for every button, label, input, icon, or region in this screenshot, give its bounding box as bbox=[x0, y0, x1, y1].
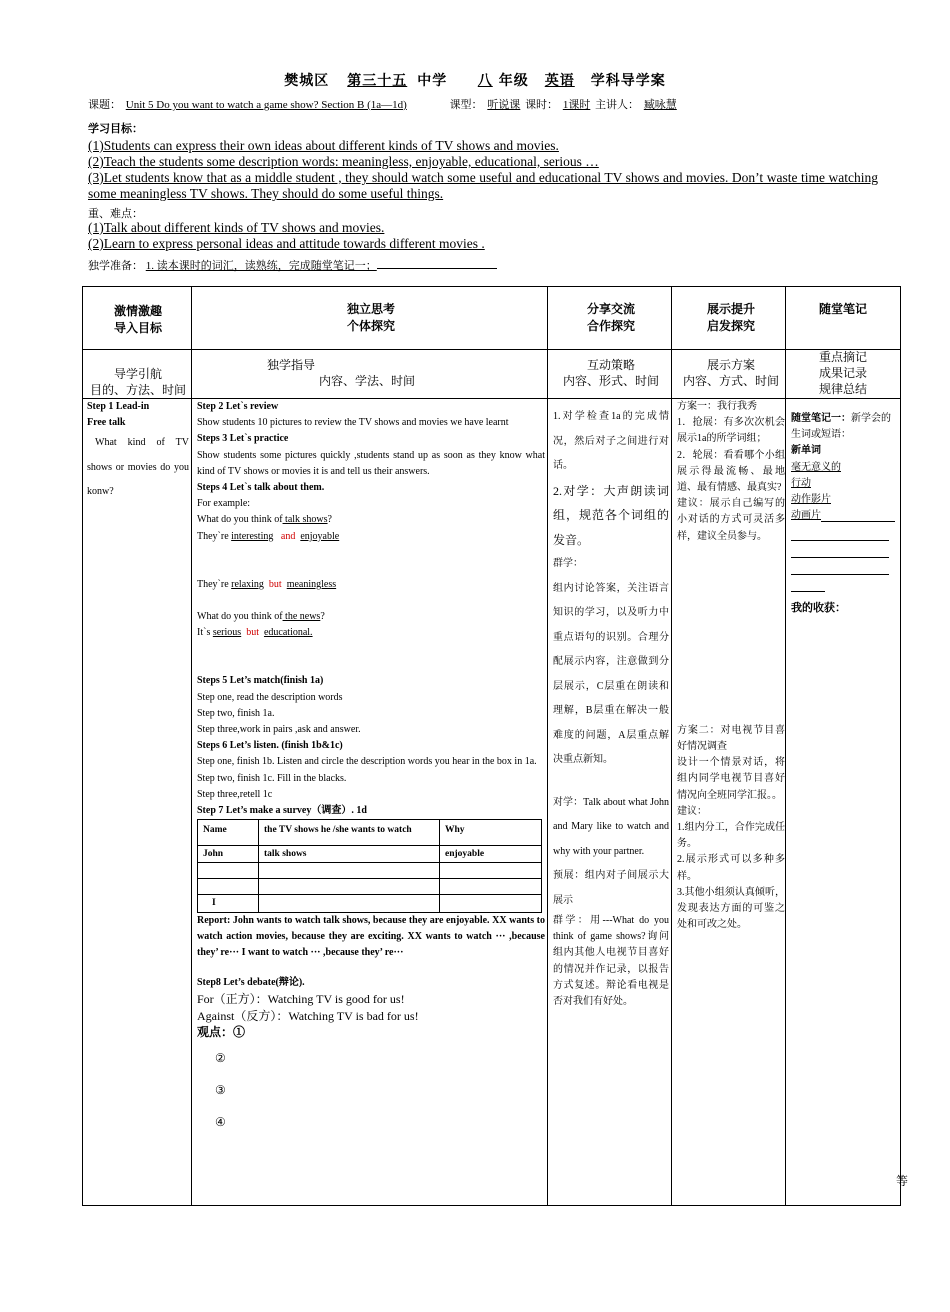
col5-content: 随堂笔记一：新学会的生词或短语： 新单词 毫无意义的 行动 动作影片 动画片 我的收获： bbox=[791, 411, 895, 617]
page-title bbox=[0, 70, 950, 90]
subheader-col4: 展示方案 内容、方式、时间 bbox=[682, 358, 779, 388]
prep-line bbox=[88, 257, 497, 273]
subheader-col3: 互动策略 内容、形式、时间 bbox=[562, 358, 659, 388]
objectives-heading: 学习目标： bbox=[88, 123, 143, 135]
prep-text: 1. 读本课时的词汇，读熟练，完成随堂笔记一； bbox=[145, 260, 377, 272]
key-points-heading: 重、难点： bbox=[88, 208, 143, 220]
type-value: 听说课 bbox=[487, 99, 521, 111]
lesson-table bbox=[82, 286, 901, 1206]
header-col5: 随堂笔记 bbox=[818, 302, 867, 316]
title-grade: 八 bbox=[477, 74, 493, 89]
objective-item: (3)Let students know that as a middle student , they should watch some useful and educational TV shows and movies. Don’t waste time watching some meaningless TV shows. They should do some useful things. bbox=[88, 170, 878, 201]
col1-content: Step 1 Lead-in Free talk What kind of TV shows or movies do you konw? bbox=[87, 401, 189, 498]
speaker-value: 臧咏慧 bbox=[643, 99, 677, 111]
speaker-label: 主讲人： bbox=[595, 99, 640, 111]
title-school: 第三十五 bbox=[347, 74, 408, 89]
objective-item: (1)Students can express their own ideas about different kinds of TV shows and movies. bbox=[88, 138, 559, 153]
title-school-suffix: 中学 bbox=[417, 74, 448, 89]
hours-label: 课时： bbox=[525, 99, 559, 111]
subheader-col2: 独学指导 内容、学法、时间 bbox=[267, 358, 416, 388]
subheader-col1: 导学引航 目的、方法、时间 bbox=[89, 367, 186, 397]
col3-content: 1.对学检查1a的完成情况，然后对子之间进行对话。 2.对学：大声朗读词组，规范各个词组的发音。 群学： 组内讨论答案，关注语言知识的学习，以及听力中重点语句的识别。合理分配展示内容，注意做到分层展示，C层重在朗读和理解，B层重在解决一般难度的问题，A层重点解决重点新知。 对学：Talk about what John and Mary like to watch and why with your partner. 预展：组内对子间展示大展示 群学：用---What do you think of game shows?询问组内其他人电视节目喜好的情况并作记录，以报告方式复述。辩论看电视是否对我们有好处。 bbox=[553, 411, 669, 1008]
title-subject-suffix: 学科导学案 bbox=[590, 74, 666, 89]
subheader-col5: 重点摘记 成果记录 规律总结 bbox=[818, 350, 867, 396]
topic-label: 课题： bbox=[88, 99, 121, 111]
key-point-item: (1)Talk about different kinds of TV shows and movies. bbox=[88, 220, 385, 235]
type-label: 课型： bbox=[449, 99, 483, 111]
key-point-item: (2)Learn to express personal ideas and attitude towards different movies . bbox=[88, 236, 485, 251]
header-col1: 激情激趣 导入目标 bbox=[113, 304, 162, 335]
title-district: 樊城区 bbox=[284, 74, 330, 89]
topic-value: Unit 5 Do you want to watch a game show? Section B (1a—1d) bbox=[125, 99, 407, 111]
margin-mark: 等 bbox=[896, 1174, 909, 1188]
title-grade-suffix: 年级 bbox=[498, 74, 529, 89]
col4-content: 方案一：我行我秀 1．抢展：有多次次机会展示1a的所学词组； 2．轮展：看看哪个小组展示得最流畅、最地道、最有情感、最真实? 建议：展示自己编写的小对话的方式可灵活多样，建议全员参与。 方案二：对电视节目喜好情况调查 设计一个情景对话，将组内同学电视节目喜好情况向全班同学汇报。。 建议： 1.组内分工，合作完成任务。 2.展示形式可以多种多样。 3.其他小组须认真倾听，发现表达方面的可鉴之处和可改之处。 bbox=[677, 401, 785, 931]
prep-label: 独学准备： bbox=[88, 260, 143, 272]
meta-line bbox=[88, 96, 679, 112]
header-col2: 独立思考 个体探究 bbox=[346, 302, 395, 333]
title-subject: 英语 bbox=[544, 74, 575, 89]
header-col4: 展示提升 启发探究 bbox=[706, 302, 755, 333]
header-col3: 分享交流 合作探究 bbox=[586, 302, 635, 333]
objective-item: (2)Teach the students some description words: meaningless, enjoyable, educational, serious … bbox=[88, 154, 599, 169]
survey-table: Name the TV shows he /she wants to watch Why John talk shows enjoyable I bbox=[197, 819, 542, 912]
key-points-list bbox=[88, 220, 878, 252]
objectives-list bbox=[88, 138, 878, 202]
col2-content: Step 2 Let`s review Show students 10 pictures to review the TV shows and movies we have learnt Steps 3 Let`s practice Show students some pictures quickly ,students stand up as soon as they know what kind of TV shows or movies it is and tell us their answers. Steps 4 Let`s talk about them. For example: What do you think of talk shows? They`re interesting and enjoyable They`re relaxing but meaningless What do you think of the news? It`s serious but educational. Steps 5 Let’s match(finish 1a) Step one, read the description words Step two, finish 1a. Step three,work in pairs ,ask and answer. Steps 6 Let’s listen. (finish 1b&1c) Step one, finish 1b. Listen and circle the description words you hear in the box in 1a. Step two, finish 1c. Fill in the blacks. Step three,retell 1c Step 7 Let’s make a survey（调查）. 1d Name the TV shows he /she wants to watch Why John talk shows enjoyable I Report: John wants to watch talk shows, because they are enjoyable. XX wants to watch action movies, because they are exciting. XX wants to watch ··· ,because they’ re··· I want to watch ··· ,because they’ re··· Step8 Let’s debate(辩论). For（正方）：Watching TV is good for us! Against（反方）：Watching TV is bad for us! 观点：① ② ③ ④ bbox=[197, 401, 545, 1130]
hours-value: 1课时 bbox=[562, 99, 591, 111]
